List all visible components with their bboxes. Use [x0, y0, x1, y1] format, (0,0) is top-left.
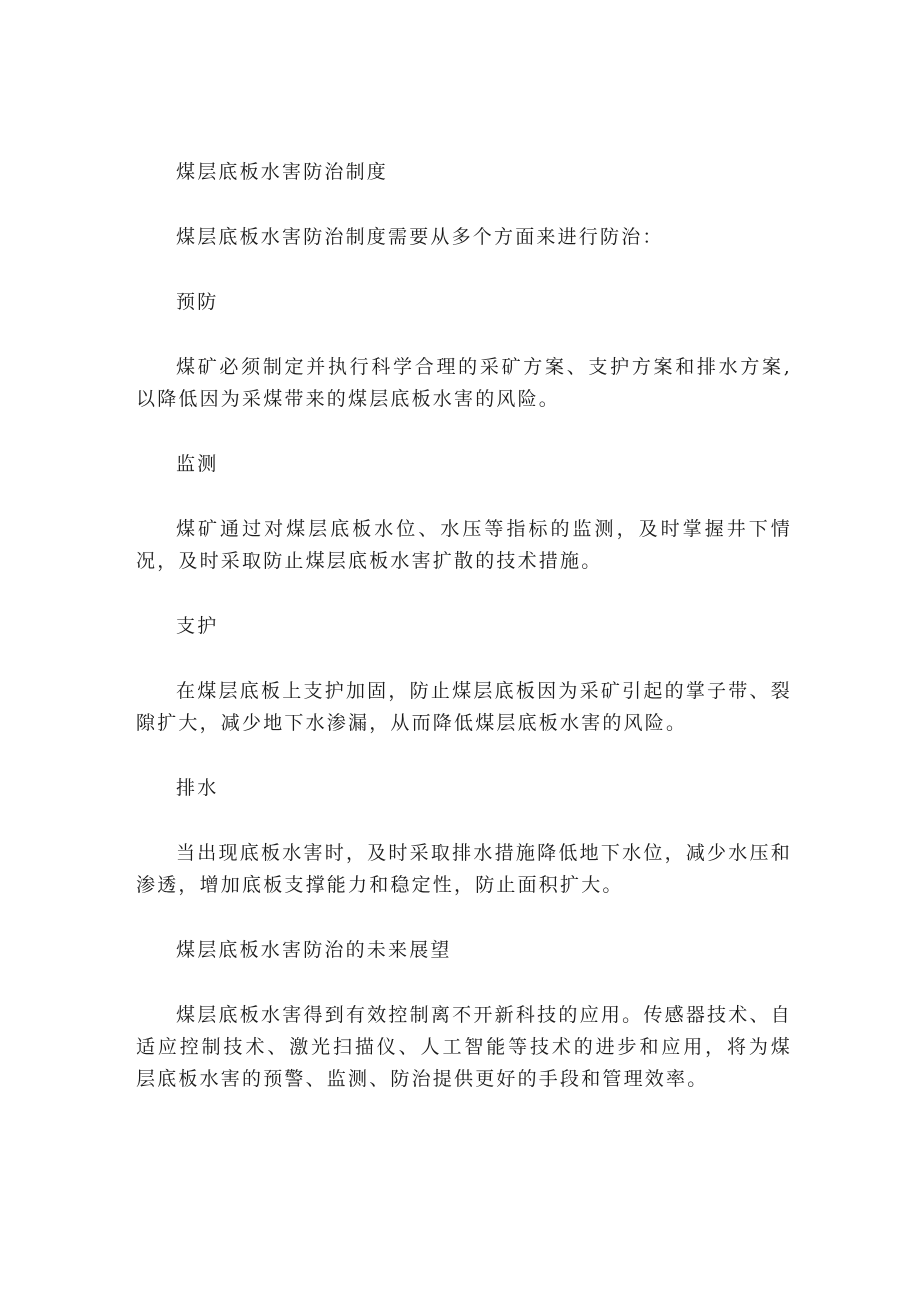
section-heading-prevention: 预防 [176, 291, 219, 313]
section-body-drainage: 当出现底板水害时，及时采取排水措施降低地下水位，减少水压和渗透，增加底板支撑能力和稳定性，防止面积扩大。 [136, 842, 792, 896]
section-body-outlook: 煤层底板水害得到有效控制离不开新科技的应用。传感器技术、自适应控制技术、激光扫描仪、人工智能等技术的进步和应用，将为煤层底板水害的预警、监测、防治提供更好的手段和管理效率。 [136, 1004, 792, 1090]
section-heading-support: 支护 [176, 615, 219, 637]
section-heading-outlook: 煤层底板水害防治的未来展望 [176, 939, 452, 961]
section-heading-drainage: 排水 [176, 777, 219, 799]
intro-paragraph: 煤层底板水害防治制度需要从多个方面来进行防治： [176, 226, 664, 248]
section-body-prevention: 煤矿必须制定并执行科学合理的采矿方案、支护方案和排水方案,以降低因为采煤带来的煤层底板水害的风险。 [136, 356, 792, 410]
section-heading-monitoring: 监测 [176, 453, 219, 475]
document-title: 煤层底板水害防治制度 [176, 161, 389, 183]
document-content [136, 156, 792, 1095]
section-body-support: 在煤层底板上支护加固，防止煤层底板因为采矿引起的掌子带、裂隙扩大，减少地下水渗漏，从而降低煤层底板水害的风险。 [136, 680, 792, 734]
section-body-monitoring: 煤矿通过对煤层底板水位、水压等指标的监测，及时掌握井下情况，及时采取防止煤层底板水害扩散的技术措施。 [136, 518, 792, 572]
